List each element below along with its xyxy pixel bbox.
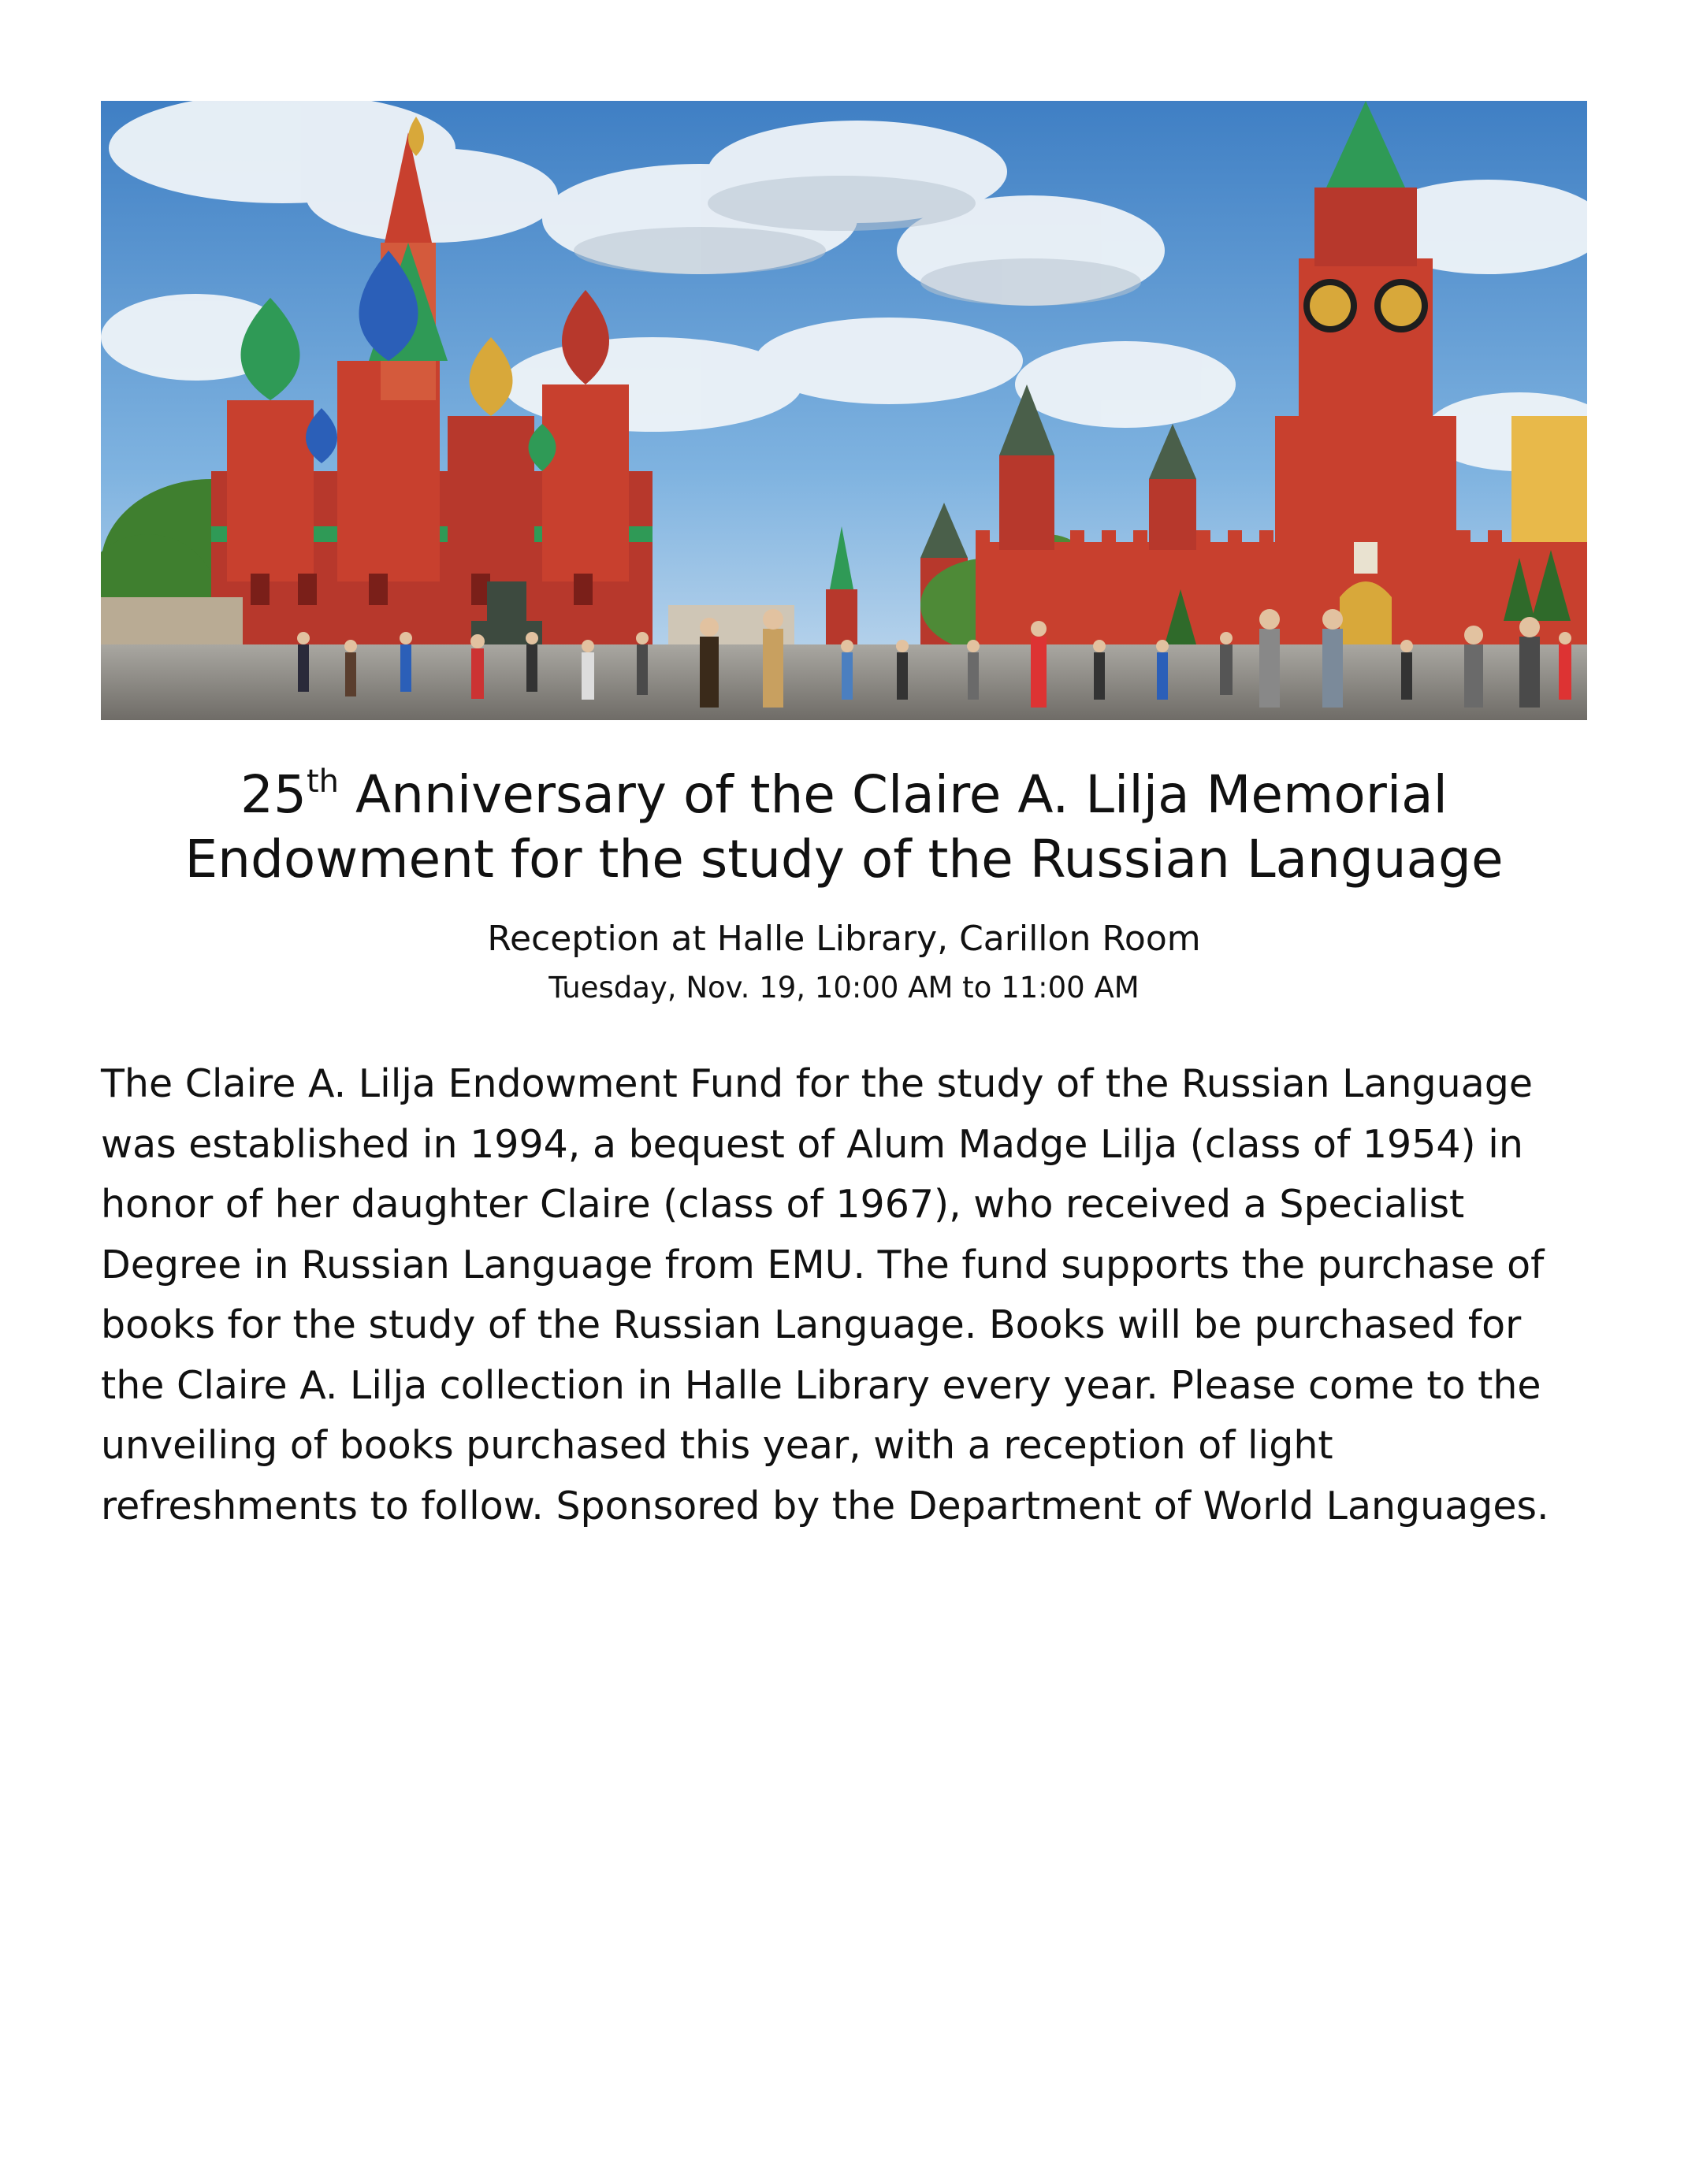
title-line-1	[240, 764, 1448, 825]
title-line-1-rest: Anniversary of the Claire A. Lilja Memorial	[339, 764, 1448, 825]
ordinal-suffix: th	[307, 763, 340, 800]
yellow-building	[1511, 416, 1587, 542]
event-venue: Reception at Halle Library, Carillon Room	[487, 919, 1201, 959]
event-datetime: Tuesday, Nov. 19, 10:00 AM to 11:00 AM	[548, 971, 1140, 1005]
anniversary-number: 25	[240, 764, 307, 825]
title-line-2: Endowment for the study of the Russian Language	[184, 829, 1504, 890]
event-title	[101, 763, 1587, 892]
red-square-illustration	[101, 101, 1587, 720]
red-square-banner-image	[101, 101, 1587, 720]
event-description: The Claire A. Lilja Endowment Fund for the study of the Russian Language was established in 1994, a bequest of Alum Madge Lilja (class of 1954) in honor of her daughter Claire (class of 1967), who received a Specialist Degree in Russian Language from EMU. The fund supports the purchase of books for the study of the Russian Language. Books will be purchased for the Claire A. Lilja collection in Halle Library every year. Please come to the unveiling of books purchased this year, with a reception of light refreshments to follow. Sponsored by the Department of World Languages.	[101, 1061, 1549, 1528]
